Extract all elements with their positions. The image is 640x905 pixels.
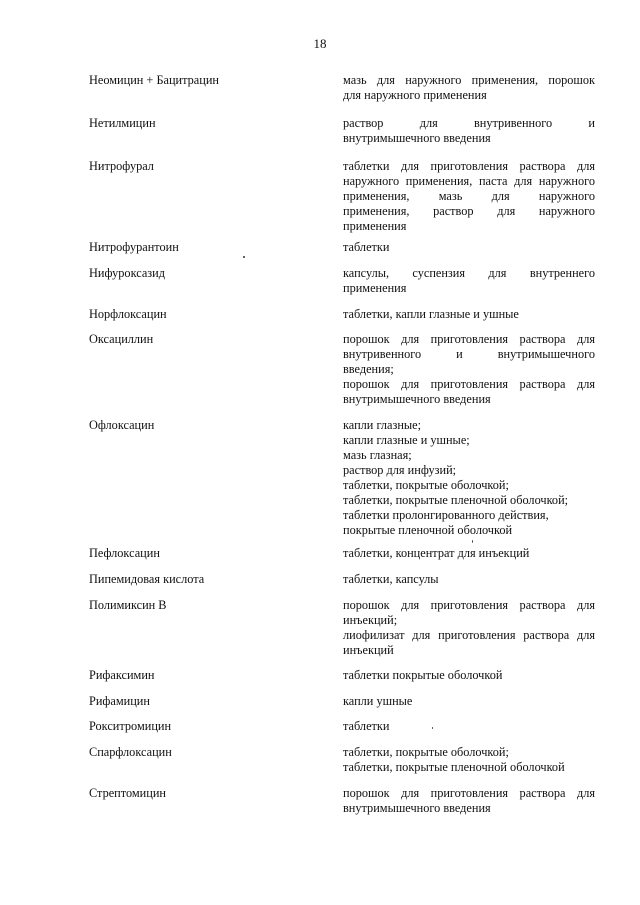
drug-name: Неомицин + Бацитрацин (89, 73, 219, 87)
dosage-form-line: внутримышечного введения (343, 392, 491, 406)
drug-name: Пипемидовая кислота (89, 572, 205, 586)
dosage-forms (343, 668, 595, 683)
drug-name: Рифаксимин (89, 668, 155, 682)
dosage-form-line: таблетки, концентрат для инъекций (343, 546, 530, 560)
dosage-forms (343, 307, 595, 322)
dosage-form-line: применения (343, 219, 407, 233)
dosage-forms (343, 73, 595, 103)
dosage-forms (343, 266, 595, 296)
dosage-forms (343, 332, 595, 407)
dosage-form-line: таблетки для приготовления раствора для (343, 159, 595, 173)
drug-name: Стрептомицин (89, 786, 166, 800)
dosage-form-line: инъекций; (343, 613, 398, 627)
dosage-forms (343, 546, 595, 561)
dosage-form-line: порошок для приготовления раствора для (343, 377, 595, 391)
dosage-form-line: мазь для наружного применения, порошок (343, 73, 595, 87)
dosage-form-line: внутривенного и внутримышечного (343, 347, 595, 361)
dosage-form-line: покрытые пленочной оболочкой (343, 523, 513, 537)
drug-name: Пефлоксацин (89, 546, 160, 560)
dosage-form-line: таблетки, капсулы (343, 572, 439, 586)
dosage-form-line: капсулы, суспензия для внутреннего (343, 266, 595, 280)
dosage-form-line: раствор для инфузий; (343, 463, 457, 477)
dosage-form-line: лиофилизат для приготовления раствора для (343, 628, 595, 642)
drug-name: Нитрофурал (89, 159, 154, 173)
dosage-form-line: применения (343, 281, 407, 295)
dosage-forms (343, 786, 595, 816)
dosage-form-line: для наружного применения (343, 88, 487, 102)
dosage-form-line: капли ушные (343, 694, 413, 708)
drug-name: Оксациллин (89, 332, 154, 346)
dosage-form-line: таблетки, покрытые пленочной оболочкой (343, 760, 565, 774)
scan-speck (243, 256, 245, 258)
dosage-forms (343, 572, 595, 587)
dosage-forms (343, 116, 595, 146)
dosage-form-line: таблетки покрытые оболочкой (343, 668, 503, 682)
dosage-forms (343, 159, 595, 234)
dosage-form-line: таблетки, покрытые оболочкой; (343, 478, 509, 492)
dosage-form-line: порошок для приготовления раствора для (343, 598, 595, 612)
dosage-form-line: порошок для приготовления раствора для (343, 332, 595, 346)
dosage-form-line: применения, мазь для наружного (343, 189, 595, 203)
dosage-form-line: порошок для приготовления раствора для (343, 786, 595, 800)
dosage-form-line: введения; (343, 362, 394, 376)
dosage-forms (343, 694, 595, 709)
drug-name: Спарфлоксацин (89, 745, 172, 759)
drug-name: Норфлоксацин (89, 307, 167, 321)
dosage-form-line: раствор для внутривенного и (343, 116, 595, 130)
dosage-form-line: таблетки, капли глазные и ушные (343, 307, 519, 321)
page-number: 18 (313, 36, 327, 51)
dosage-form-line: внутримышечного введения (343, 131, 491, 145)
dosage-form-line: таблетки, покрытые оболочкой; (343, 745, 509, 759)
dosage-form-line: таблетки (343, 719, 390, 733)
drug-name: Нифуроксазид (89, 266, 165, 280)
drug-name: Рифамицин (89, 694, 150, 708)
dosage-forms (343, 719, 595, 734)
drug-name: Офлоксацин (89, 418, 155, 432)
dosage-form-line: наружного применения, паста для наружного (343, 174, 595, 188)
dosage-form-line: мазь глазная; (343, 448, 412, 462)
drug-name: Нитрофурантоин (89, 240, 179, 254)
dosage-form-line: таблетки (343, 240, 390, 254)
dosage-forms (343, 418, 595, 538)
scan-speck (472, 540, 473, 543)
dosage-form-line: таблетки пролонгированного действия, (343, 508, 549, 522)
drug-name: Полимиксин В (89, 598, 167, 612)
dosage-form-line: капли глазные и ушные; (343, 433, 470, 447)
scan-speck (432, 727, 433, 729)
drug-name: Рокситромицин (89, 719, 172, 733)
dosage-forms (343, 240, 595, 255)
dosage-form-line: таблетки, покрытые пленочной оболочкой; (343, 493, 569, 507)
dosage-form-line: инъекций (343, 643, 394, 657)
dosage-form-line: капли глазные; (343, 418, 422, 432)
dosage-forms (343, 745, 595, 775)
dosage-form-line: применения, раствор для наружного (343, 204, 595, 218)
drug-name: Нетилмицин (89, 116, 156, 130)
dosage-form-line: внутримышечного введения (343, 801, 491, 815)
dosage-forms (343, 598, 595, 658)
